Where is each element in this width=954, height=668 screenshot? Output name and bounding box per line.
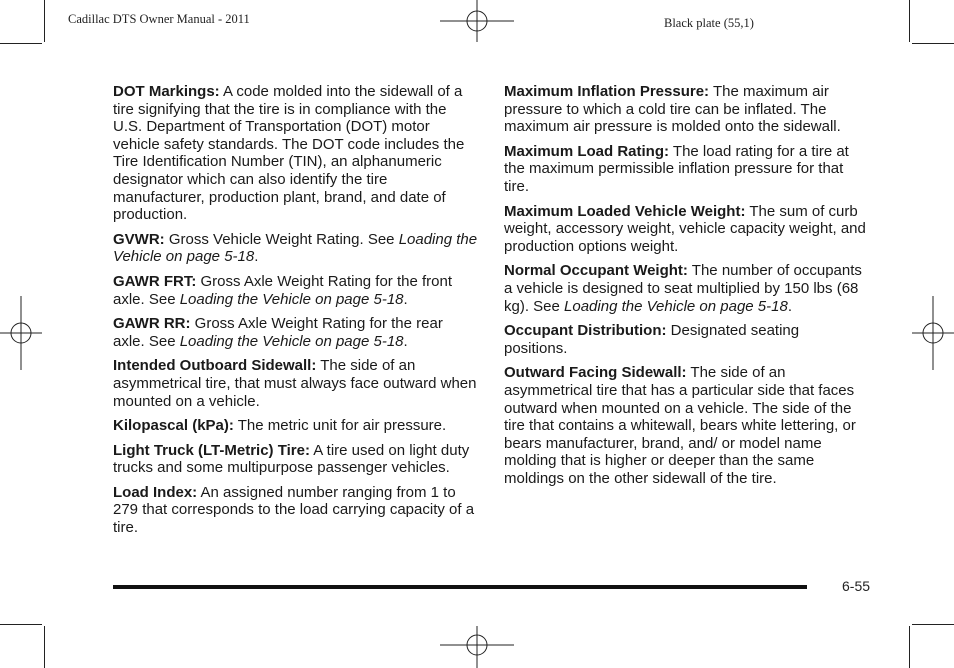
registration-mark-right (910, 296, 954, 372)
footer-rule (113, 585, 807, 589)
entry-text: The side of an asymmetrical tire, that must always face outward when mounted on a vehicle. (113, 357, 477, 410)
crop-mark (912, 624, 954, 625)
cross-reference-link[interactable]: Loading the Vehicle on page 5-18 (113, 230, 478, 266)
registration-mark-left (0, 296, 44, 372)
glossary-entry (504, 262, 866, 315)
entry-text: Gross Vehicle Weight Rating. See (164, 230, 399, 248)
entry-text: Gross Axle Weight Rating for the front axle. See (113, 272, 453, 308)
glossary-entry (113, 357, 478, 410)
crop-mark (0, 624, 42, 625)
entry-term: Occupant Distribution: (504, 322, 667, 340)
entry-term: Normal Occupant Weight: (504, 262, 688, 280)
entry-end: . (787, 297, 792, 315)
glossary-entry (504, 322, 866, 357)
entry-text: A code molded into the sidewall of a tire signifying that the tire is in compliance with the U.S. Department of Transportation (DOT) motor vehicle safety standards. The DOT code includes the Tire Identification Number (TIN), an alphanumeric designator which can also identify the tire manufacturer, production plant, brand, and date of production. (113, 83, 465, 224)
entry-end: . (254, 248, 259, 266)
entry-text: The number of occupants a vehicle is designed to seat multiplied by 150 lbs (68 kg). See (504, 262, 862, 315)
glossary-entry (504, 143, 866, 196)
glossary-entry (113, 484, 478, 537)
glossary-entry (504, 364, 866, 487)
glossary-entry (113, 83, 478, 224)
entry-text: A tire used on light duty trucks and some multipurpose passenger vehicles. (113, 441, 470, 477)
entry-term: Maximum Loaded Vehicle Weight: (504, 202, 746, 220)
crop-mark (44, 0, 45, 42)
cross-reference-link[interactable]: Loading the Vehicle on page 5-18 (564, 297, 788, 315)
glossary-entry (113, 231, 478, 266)
cross-reference-link[interactable]: Loading the Vehicle on page 5-18 (179, 290, 404, 308)
registration-mark-bottom (440, 624, 516, 668)
entry-text: The load rating for a tire at the maximum permissible inflation pressure for that tire. (504, 142, 849, 195)
entry-text: The side of an asymmetrical tire that has a particular side that faces outward when mounted on a vehicle. The side of the tire that contains a whitewall, bears white lettering, or bears manufacturer, brand, and/ or model name molding that is higher or deeper than the same moldings on the other sidewall of the tire. (504, 364, 856, 487)
entry-end: . (403, 332, 408, 350)
crop-mark (912, 43, 954, 44)
entry-term: Maximum Load Rating: (504, 142, 670, 160)
entry-text: An assigned number ranging from 1 to 279 that corresponds to the load carrying capacity of a tire. (113, 483, 475, 537)
cross-reference-link[interactable]: Loading the Vehicle on page 5-18 (179, 332, 404, 350)
entry-term: Intended Outboard Sidewall: (113, 357, 317, 375)
entry-term: Light Truck (LT-Metric) Tire: (113, 441, 310, 459)
entry-text: The maximum air pressure to which a cold tire can be inflated. The maximum air pressure is molded onto the sidewall. (504, 83, 841, 136)
plate-label: Black plate (55,1) (664, 16, 754, 30)
entry-end: . (403, 290, 408, 308)
glossary-entry (113, 417, 478, 435)
entry-term: GAWR RR: (113, 315, 191, 333)
entry-term: GAWR FRT: (113, 272, 197, 290)
crop-mark (0, 43, 42, 44)
crop-mark (909, 0, 910, 42)
glossary-entry (113, 442, 478, 477)
manual-title: Cadillac DTS Owner Manual - 2011 (68, 12, 250, 26)
registration-mark-top (440, 0, 516, 44)
page-number: 6-55 (842, 578, 871, 594)
left-column (113, 83, 478, 544)
glossary-entry (113, 315, 478, 350)
entry-text: The sum of curb weight, accessory weight, vehicle capacity weight, and production options weight. (504, 202, 866, 255)
entry-term: Outward Facing Sidewall: (504, 364, 687, 382)
entry-text: The metric unit for air pressure. (233, 417, 447, 435)
right-column (504, 83, 866, 494)
entry-term: Kilopascal (kPa): (113, 417, 234, 435)
glossary-entry (504, 203, 866, 256)
entry-text: Designated seating positions. (504, 322, 800, 357)
crop-mark (44, 626, 45, 668)
entry-term: DOT Markings: (113, 83, 220, 100)
entry-term: Maximum Inflation Pressure: (504, 83, 710, 100)
entry-term: GVWR: (113, 230, 165, 248)
glossary-entry (504, 83, 866, 136)
entry-term: Load Index: (113, 483, 198, 501)
entry-text: Gross Axle Weight Rating for the rear axle. See (113, 315, 443, 350)
crop-mark (909, 626, 910, 668)
glossary-entry (113, 273, 478, 308)
